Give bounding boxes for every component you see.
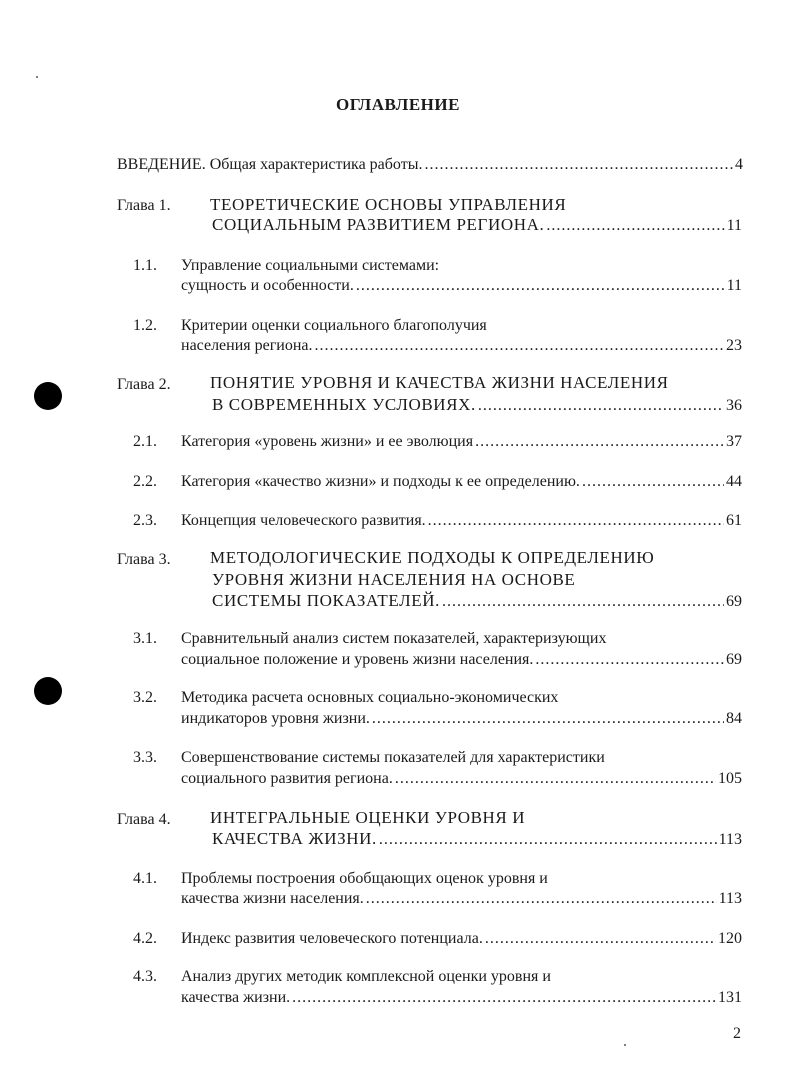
entry-page: 44 bbox=[726, 473, 742, 490]
leader-dots bbox=[395, 769, 716, 789]
section-title-line: качества жизни населения. bbox=[181, 890, 364, 907]
section-number: 4.2. bbox=[133, 930, 157, 947]
section-number: 3.1. bbox=[133, 630, 157, 647]
section-title-line: населения региона. bbox=[181, 337, 313, 354]
scan-speck bbox=[36, 76, 38, 78]
section-number: 1.2. bbox=[133, 317, 157, 334]
section-number: 3.3. bbox=[133, 749, 157, 766]
chapter-title-line: В СОВРЕМЕННЫХ УСЛОВИЯХ. bbox=[212, 395, 476, 414]
section-title-line: Методика расчета основных социально-экономических bbox=[181, 689, 559, 706]
chapter-label: Глава 1. bbox=[117, 197, 171, 214]
entry-page: 37 bbox=[726, 433, 742, 450]
leader-dots bbox=[424, 155, 733, 175]
leader-dots bbox=[428, 511, 724, 531]
leader-dots bbox=[379, 830, 717, 850]
leader-dots bbox=[315, 336, 724, 356]
leader-dots bbox=[485, 929, 716, 949]
section-number: 3.2. bbox=[133, 689, 157, 706]
section-number: 1.1. bbox=[133, 257, 157, 274]
toc-title: ОГЛАВЛЕНИЕ bbox=[336, 95, 460, 114]
section-title-line: Совершенствование системы показателей для характеристики bbox=[181, 749, 605, 766]
entry-page: 61 bbox=[726, 512, 742, 529]
page-number: 2 bbox=[733, 1025, 741, 1042]
section-number: 4.1. bbox=[133, 870, 157, 887]
section-title-line: Индекс развития человеческого потенциала. bbox=[181, 930, 483, 947]
entry-page: 69 bbox=[726, 593, 742, 610]
section-title-line: Концепция человеческого развития. bbox=[181, 512, 426, 529]
chapter-title-line: КАЧЕСТВА ЖИЗНИ. bbox=[212, 829, 377, 848]
leader-dots bbox=[372, 709, 724, 729]
entry-page: 69 bbox=[726, 651, 742, 668]
chapter-title-line: СИСТЕМЫ ПОКАЗАТЕЛЕЙ. bbox=[212, 591, 440, 610]
chapter-label: Глава 2. bbox=[117, 376, 171, 393]
section-number: 2.3. bbox=[133, 512, 157, 529]
leader-dots bbox=[442, 592, 724, 612]
entry-page: 4 bbox=[735, 156, 743, 173]
section-title-line: индикаторов уровня жизни. bbox=[181, 710, 370, 727]
section-title-line: Критерии оценки социального благополучия bbox=[181, 317, 487, 334]
section-title-line: Категория «качество жизни» и подходы к ее определению. bbox=[181, 473, 580, 490]
chapter-title-line: ИНТЕГРАЛЬНЫЕ ОЦЕНКИ УРОВНЯ И bbox=[210, 808, 526, 827]
section-title-line: сущность и особенности. bbox=[181, 277, 354, 294]
entry-page: 113 bbox=[718, 890, 742, 907]
toc-entry-2-3 bbox=[181, 511, 742, 531]
entry-page: 36 bbox=[726, 397, 742, 414]
toc-entry-chapter-3 bbox=[212, 591, 742, 612]
chapter-label: Глава 4. bbox=[117, 811, 171, 828]
toc-entry-3-3 bbox=[181, 769, 742, 789]
leader-dots bbox=[475, 432, 724, 452]
leader-dots bbox=[478, 396, 724, 416]
toc-entry-3-2 bbox=[181, 709, 742, 729]
leader-dots bbox=[292, 988, 716, 1008]
toc-entry-chapter-4 bbox=[212, 829, 742, 850]
punch-hole bbox=[34, 677, 62, 705]
entry-page: 23 bbox=[726, 337, 742, 354]
toc-entry-chapter-1 bbox=[212, 215, 742, 236]
chapter-title-line: СОЦИАЛЬНЫМ РАЗВИТИЕМ РЕГИОНА. bbox=[212, 215, 545, 234]
toc-entry-chapter-2 bbox=[212, 395, 742, 416]
leader-dots bbox=[356, 276, 725, 296]
toc-entry-3-1 bbox=[181, 650, 742, 670]
toc-entry-1-2 bbox=[181, 336, 742, 356]
leader-dots bbox=[546, 216, 724, 236]
entry-page: 11 bbox=[726, 277, 742, 294]
toc-entry-2-2 bbox=[181, 472, 742, 492]
section-number: 2.1. bbox=[133, 433, 157, 450]
section-title-line: Категория «уровень жизни» и ее эволюция bbox=[181, 433, 474, 450]
punch-hole bbox=[34, 382, 62, 410]
entry-text: ВВЕДЕНИЕ. Общая характеристика работы. bbox=[117, 156, 423, 173]
toc-entry-1-1 bbox=[181, 276, 742, 296]
section-number: 2.2. bbox=[133, 473, 157, 490]
toc-entry-2-1 bbox=[181, 432, 742, 452]
toc-entry-4-1 bbox=[181, 889, 742, 909]
chapter-label: Глава 3. bbox=[117, 551, 171, 568]
chapter-title-line: МЕТОДОЛОГИЧЕСКИЕ ПОДХОДЫ К ОПРЕДЕЛЕНИЮ bbox=[210, 548, 655, 567]
section-title-line: качества жизни. bbox=[181, 989, 291, 1006]
entry-page: 105 bbox=[718, 770, 742, 787]
toc-entry-intro bbox=[117, 155, 743, 175]
scan-speck bbox=[624, 1044, 626, 1046]
section-title-line: Анализ других методик комплексной оценки уровня и bbox=[181, 968, 551, 985]
leader-dots bbox=[366, 889, 717, 909]
chapter-title-line: ТЕОРЕТИЧЕСКИЕ ОСНОВЫ УПРАВЛЕНИЯ bbox=[210, 195, 567, 214]
chapter-title-line: УРОВНЯ ЖИЗНИ НАСЕЛЕНИЯ НА ОСНОВЕ bbox=[212, 570, 576, 589]
section-number: 4.3. bbox=[133, 968, 157, 985]
leader-dots bbox=[535, 650, 724, 670]
chapter-title-line: ПОНЯТИЕ УРОВНЯ И КАЧЕСТВА ЖИЗНИ НАСЕЛЕНИЯ bbox=[210, 373, 669, 392]
toc-entry-4-2 bbox=[181, 929, 742, 949]
section-title-line: Управление социальными системами: bbox=[181, 257, 440, 274]
section-title-line: Проблемы построения обобщающих оценок уровня и bbox=[181, 870, 548, 887]
entry-page: 113 bbox=[718, 831, 742, 848]
section-title-line: социального развития региона. bbox=[181, 770, 393, 787]
section-title-line: Сравнительный анализ систем показателей, характеризующих bbox=[181, 630, 607, 647]
leader-dots bbox=[582, 472, 724, 492]
section-title-line: социальное положение и уровень жизни населения. bbox=[181, 651, 534, 668]
entry-page: 120 bbox=[718, 930, 742, 947]
entry-page: 84 bbox=[726, 710, 742, 727]
entry-page: 11 bbox=[726, 217, 742, 234]
entry-page: 131 bbox=[718, 989, 742, 1006]
toc-entry-4-3 bbox=[181, 988, 742, 1008]
